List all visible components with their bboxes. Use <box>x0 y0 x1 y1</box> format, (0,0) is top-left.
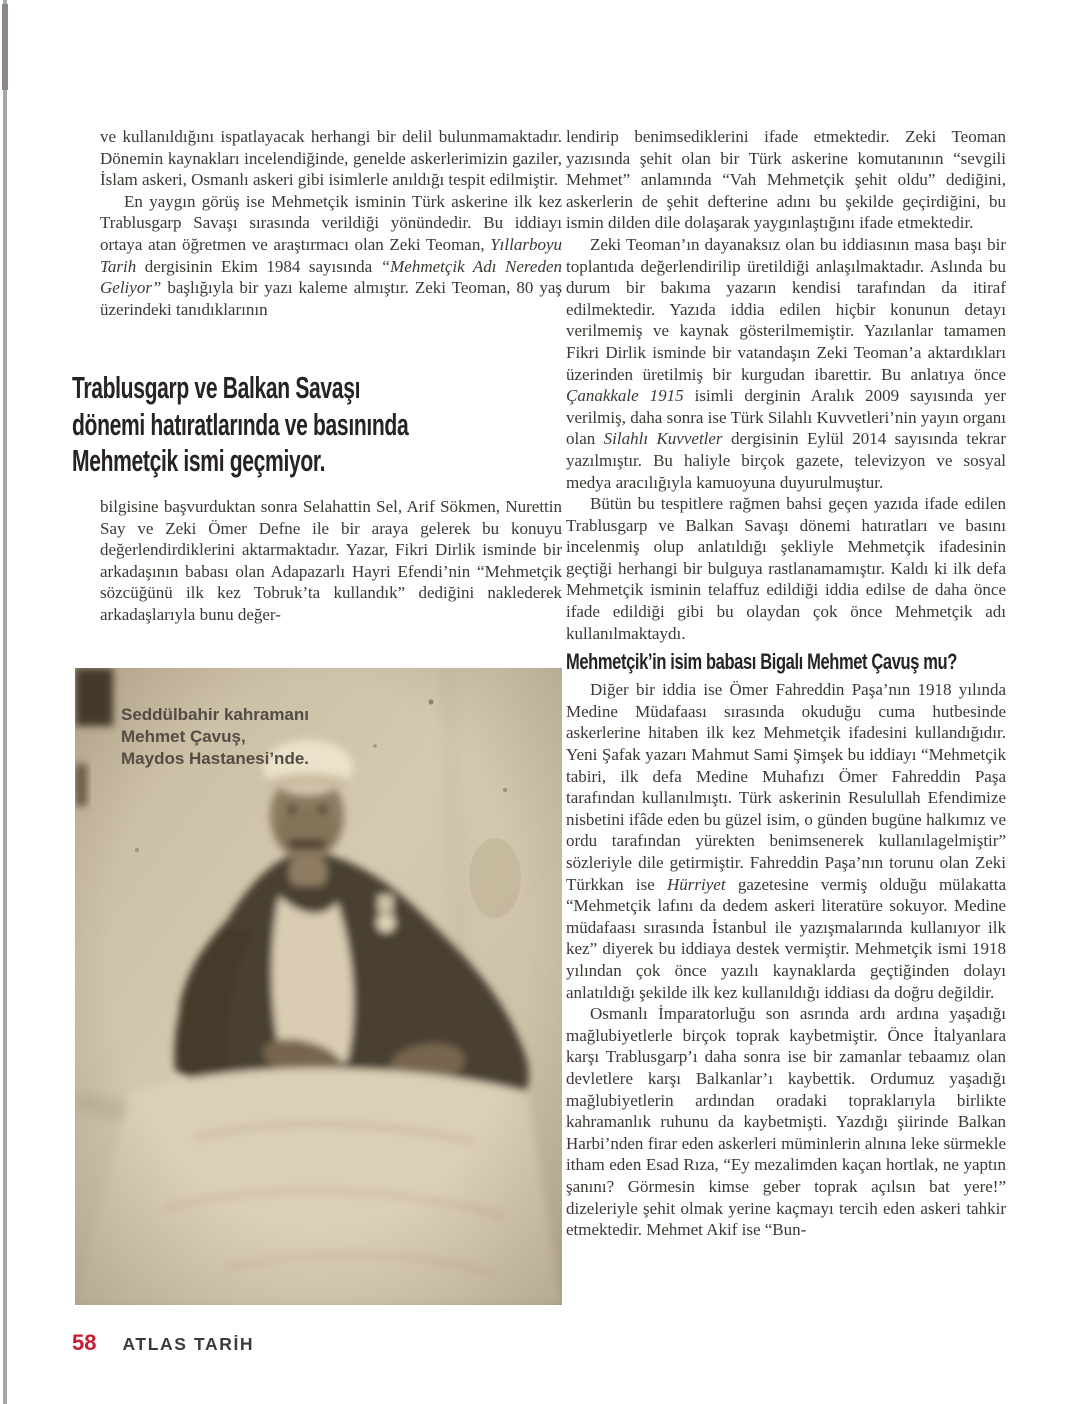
paragraph: ve kullanıldığını ispatlayacak herhangi bir delil bulunmamaktadır. Dönemin kaynakları incelendiğinde, genelde askerlerimizin gaziler, İslam askeri, Osmanlı askeri gibi isimlerle anıldığı tespit edilmiştir. <box>100 127 562 190</box>
paragraph <box>566 679 1006 1003</box>
page-edge-mark <box>2 4 8 90</box>
historical-photo <box>75 668 562 1305</box>
section-heading-line: Trablusgarp ve Balkan Savaşı <box>72 370 361 405</box>
paragraph <box>566 234 1006 493</box>
italic-title: Yıllarboyu Tarih <box>100 234 562 276</box>
paragraph: Bütün bu tespitlere rağmen bahsi geçen yazıda ifade edilen Trablusgarp ve Balkan Savaşı dönemi hatıratları ve basını incelenmiş olup anlatıldığı şekliyle Mehmetçik ifadesinin geçtiği herhangi bir bulguya rastlanamamıştır. Kaldı ki ilk defa Mehmetçik isminin telaffuz edildiği iddia edilse de daha önce ifade edildiği gibi bu olaydan çok önce Mehmetçik adı kullanılmaktaydı. <box>566 494 1006 643</box>
italic-title: “Mehmetçik Adı Nereden Geliyor” <box>100 256 562 298</box>
left-column-bottom <box>100 496 562 626</box>
italic-title: Hürriyet <box>667 874 726 894</box>
page-footer <box>72 1330 254 1356</box>
magazine-title: ATLAS TARİH <box>122 1334 255 1354</box>
italic-title: Silahlı Kuvvetler <box>603 429 723 449</box>
italic-title: Çanakkale 1915 <box>566 386 684 406</box>
text-run: En yaygın görüş ise Mehmetçik isminin Türk askerine ilk kez Trablusgarp Savaşı sırasında verildiği yönündedir. Bu iddiayı ortaya atan öğretmen ve araştırmacı olan Zeki Teoman, <box>100 191 562 254</box>
text-run: Zeki Teoman’ın dayanaksız olan bu iddiasının masa başı bir toplantıda değerlendirilip üretildiği anlaşılmaktadır. Aslında bu durum bir bakıma yazarın kendisi tarafından da itiraf edilmektedir. Yazıda iddia edilen hiçbir konunun detayı verilmemiş ve kaynak gösterilmemiştir. Yazılanlar tamamen Fikri Dirlik isminde bir vatandaşın Zeki Teoman’a aktardıkları üzerinden üretilmiş bir kurgudan ibarettir. Bu anlatıya önce <box>566 234 1006 384</box>
paragraph: bilgisine başvurduktan sonra Selahattin Sel, Arif Sökmen, Nurettin Say ve Zeki Ömer Defne ile bir araya gelerek bu konuyu değerlendirdiklerini aktarmaktadır. Yazar, Fikri Dirlik isminde bir arkadaşının babası olan Adapazarlı Hayri Efendi’nin “Mehmetçik sözcüğünü ilk kez Tobruk’ta kullandık” dediğini naklederek arkadaşlarıyla bunu değer- <box>100 497 562 624</box>
paragraph <box>100 191 562 321</box>
photo-caption-line: Maydos Hastanesi’nde. <box>121 749 310 768</box>
text-run: dergisinin Ekim 1984 sayısında <box>136 256 381 276</box>
paragraph: Osmanlı İmparatorluğu son asrında ardı ardına yaşadığı mağlubiyetlerle birçok toprak kaybetmiştir. Önce İtalyanlara karşı Trablusgarp’ı daha sonra ise bir zamanlar tebaamız olan devletlere karşı Balkanlar’ı kaybettik. Ordumuz yaşadığı mağlubiyetlerin ardından oradaki topraklarıyla birlikte kahramanlık ruhunu da kaybetmişti. Yazdığı şiirinde Balkan Harbi’nden firar eden askerleri müminlerin alnına leke sürmekle itham eden Esad Rıza, “Ey mezalimden kaçan hortlak, ne yaptın şanını? Görmesin kimse geber toprak açılsın bat yere!” dizeleriyle şehit olmak yerine kaçmayı tercih eden askeri tahkir etmektedir. Mehmet Akif ise “Bun- <box>566 1004 1006 1240</box>
photo-caption <box>121 704 309 770</box>
text-run: gazetesine vermiş olduğu mülakatta “Mehmetçik lafını da dedem askeri literatüre sokuyor. Medine müdafaası sırasında İstanbul ile yazışmalarında kullanıyor ilk kez” diyerek bu iddiaya destek vermiştir. Mehmetçik ismi 1918 yılından çok önce yazılı kaynaklarda geçtiğinden dolayı anlatıldığı şekilde ilk kez kullanıldığı iddiası da doğru değildir. <box>566 874 1006 1002</box>
section-heading-line: dönemi hatıratlarında ve basınında <box>72 406 409 442</box>
left-column-top <box>100 126 562 320</box>
paragraph: lendirip benimsediklerini ifade etmektedir. Zeki Teoman yazısında şehit olan bir Türk askerine komutanının “sevgili Mehmet” anlamında “Vah Mehmetçik şehit oldu” dediğini, askerlerin de şehit defterine adını bu şekilde geçirdiğini, bu ismin dilden dile dolaşarak yaygınlaştığını ifade etmektedir. <box>566 127 1006 233</box>
page-edge-line <box>3 0 7 1404</box>
subsection-heading: Mehmetçik’in isim babası Bigalı Mehmet Çavuş mu? <box>566 649 957 675</box>
photo-caption-line: Mehmet Çavuş, <box>121 727 246 746</box>
text-run: dergisinin Eylül 2014 sayısında tekrar yazılmıştır. Bu haliyle birçok gazete, televizyon ve sosyal medya aracılığıyla kamuoyuna duyurulmuştur. <box>566 429 1006 492</box>
page-number: 58 <box>72 1330 97 1355</box>
text-run: isimli derginin Aralık 2009 sayısında yer verilmiş, daha sonra ise Türk Silahlı Kuvvetleri’nin yayın organı olan <box>566 386 1007 449</box>
photo-caption-line: Seddülbahir kahramanı <box>121 705 309 724</box>
text-run: Diğer bir iddia ise Ömer Fahreddin Paşa’nın 1918 yılında Medine Müdafaası sırasında okuduğu cuma hutbesinde askerlerine hitaben ilk kez Mehmetçik ifadesini kullandığıdır. Yeni Şafak yazarı Mahmut Sami Şimşek bu iddiayı “Mehmetçik tabiri, ilk defa Medine Muhafızı Ömer Fahreddin Paşa tarafından kullanılmıştı. Türk askerinin Resulullah Efendimize nisbetini ifâde eden bu güzel isim, o günden bugüne halkımız ve ordu tarafından yürekten benimsenerek kullanılagelmiştir” sözleriyle dile getirmiştir. Fahreddin Paşa’nın torunu olan Zeki Türkkan ise <box>566 680 1006 894</box>
section-heading-line: Mehmetçik ismi geçmiyor. <box>72 443 326 478</box>
section-heading <box>72 370 592 480</box>
right-column <box>566 126 1006 1241</box>
text-run: başlığıyla bir yazı kaleme almıştır. Zeki Teoman, 80 yaş üzerindeki tanıdıklarının <box>100 278 562 319</box>
